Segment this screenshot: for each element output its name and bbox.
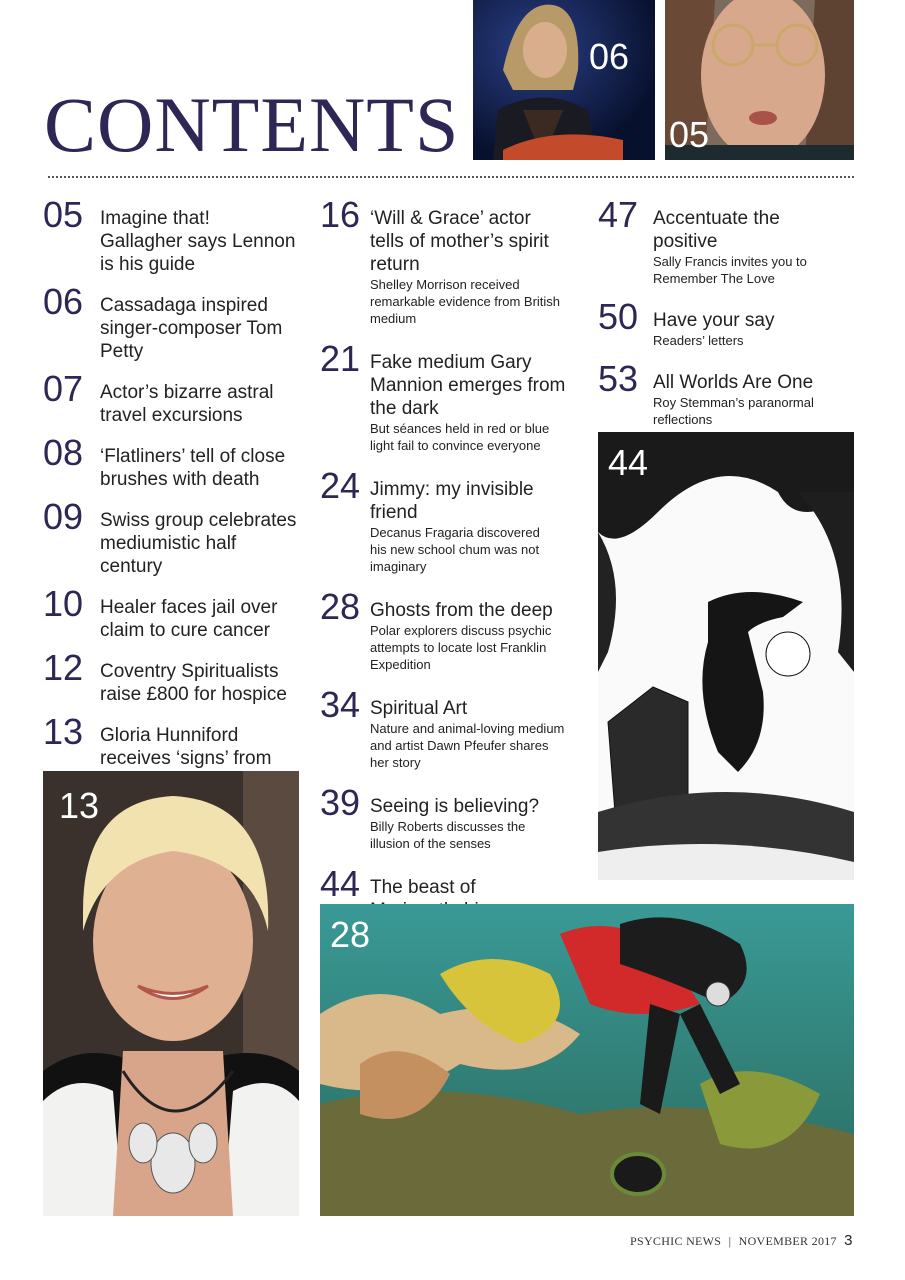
headline-line: tells of mother’s spirit bbox=[370, 231, 549, 252]
headline-line: ‘Will & Grace’ actor bbox=[370, 208, 531, 229]
page-number: 47 bbox=[598, 194, 639, 235]
article-headline bbox=[370, 589, 585, 622]
description-line: light fail to convince everyone bbox=[370, 438, 541, 453]
article-description bbox=[653, 332, 854, 349]
page-number: 09 bbox=[43, 496, 84, 537]
footer-page-number: 3 bbox=[844, 1232, 853, 1249]
article-headline bbox=[100, 197, 303, 276]
page-title: CONTENTS bbox=[44, 81, 460, 168]
gloria-hunniford-image bbox=[43, 771, 299, 1216]
description-line: Decanus Fragaria discovered bbox=[370, 525, 540, 540]
dotted-divider bbox=[48, 176, 854, 178]
contents-entry[interactable] bbox=[43, 194, 303, 276]
contents-column-2 bbox=[320, 194, 585, 970]
page-number: 53 bbox=[598, 358, 639, 399]
headline-line: Gloria Hunniford bbox=[100, 725, 239, 746]
description-line: Billy Roberts discusses the bbox=[370, 819, 526, 834]
contents-entry[interactable] bbox=[320, 782, 585, 852]
article-headline bbox=[370, 197, 585, 276]
headline-line: return bbox=[370, 254, 420, 275]
contents-entry[interactable] bbox=[320, 338, 585, 454]
page-number: 16 bbox=[320, 194, 361, 235]
photo-page-number: 13 bbox=[59, 785, 100, 826]
footer-publication: PSYCHIC NEWS bbox=[630, 1234, 722, 1248]
page-number: 07 bbox=[43, 368, 84, 409]
john-lennon-photo bbox=[665, 0, 854, 160]
headline-line: mediumistic half bbox=[100, 533, 237, 554]
article-headline bbox=[653, 299, 854, 332]
headline-line: Ghosts from the deep bbox=[370, 600, 553, 621]
headline-line: friend bbox=[370, 502, 418, 523]
description-line: illusion of the senses bbox=[370, 836, 491, 851]
page-number: 05 bbox=[43, 194, 84, 235]
description-line: Sally Francis invites you to bbox=[653, 254, 807, 269]
page-number: 34 bbox=[320, 684, 361, 725]
headline-line: Imagine that! bbox=[100, 208, 210, 229]
photo-page-number: 44 bbox=[608, 442, 649, 483]
contents-entry[interactable] bbox=[43, 496, 303, 578]
page-number: 10 bbox=[43, 583, 84, 624]
description-line: But séances held in red or blue bbox=[370, 421, 550, 436]
article-headline bbox=[100, 650, 303, 706]
diver-photo bbox=[320, 904, 854, 1216]
description-line: imaginary bbox=[370, 559, 427, 574]
gloria-hunniford-photo bbox=[43, 771, 299, 1216]
article-description bbox=[370, 524, 585, 575]
headline-line: Cassadaga inspired bbox=[100, 295, 268, 316]
article-headline bbox=[100, 586, 303, 642]
contents-entry[interactable] bbox=[43, 647, 303, 706]
page-number: 28 bbox=[320, 586, 361, 627]
footer-issue: NOVEMBER 2017 bbox=[738, 1234, 837, 1248]
photo-page-number: 28 bbox=[330, 914, 371, 955]
headline-line: raise £800 for hospice bbox=[100, 684, 287, 705]
headline-line: Seeing is believing? bbox=[370, 796, 540, 817]
beast-image bbox=[598, 432, 854, 880]
page-number: 06 bbox=[43, 281, 84, 322]
photo-page-number: 05 bbox=[669, 114, 710, 155]
article-headline bbox=[370, 687, 585, 720]
description-line: Remember The Love bbox=[653, 271, 775, 286]
page-number: 39 bbox=[320, 782, 361, 823]
headline-line: All Worlds Are One bbox=[653, 372, 814, 393]
description-line: his new school chum was not bbox=[370, 542, 540, 557]
headline-line: Accentuate the bbox=[653, 208, 780, 229]
article-headline bbox=[100, 499, 303, 578]
tom-petty-photo bbox=[473, 0, 655, 160]
contents-entry[interactable] bbox=[320, 586, 585, 673]
headline-line: singer-composer Tom bbox=[100, 318, 283, 339]
headline-line: Have your say bbox=[653, 310, 775, 331]
contents-column-3 bbox=[598, 194, 854, 440]
article-description bbox=[653, 253, 854, 287]
headline-line: travel excursions bbox=[100, 405, 243, 426]
headline-line: Actor’s bizarre astral bbox=[100, 382, 274, 403]
headline-line: receives ‘signs’ from bbox=[100, 748, 272, 769]
article-description bbox=[370, 420, 585, 454]
contents-entry[interactable] bbox=[598, 358, 854, 428]
contents-entry[interactable] bbox=[43, 583, 303, 642]
description-line: remarkable evidence from British bbox=[370, 294, 561, 309]
headline-line: Gallagher says Lennon bbox=[100, 231, 296, 252]
contents-entry[interactable] bbox=[43, 432, 303, 491]
tom-petty-image bbox=[473, 0, 655, 160]
footer-separator: | bbox=[728, 1234, 732, 1248]
page-number: 13 bbox=[43, 711, 84, 752]
headline-line: is his guide bbox=[100, 254, 196, 275]
description-line: Expedition bbox=[370, 657, 431, 672]
contents-entry[interactable] bbox=[598, 296, 854, 349]
contents-entry[interactable] bbox=[43, 281, 303, 363]
description-line: Polar explorers discuss psychic bbox=[370, 623, 552, 638]
headline-line: The beast of bbox=[370, 877, 476, 898]
article-description bbox=[653, 394, 854, 428]
headline-line: ‘Flatliners’ tell of close bbox=[100, 446, 286, 467]
article-description bbox=[370, 622, 585, 673]
article-headline bbox=[370, 785, 585, 818]
description-line: reflections bbox=[653, 412, 713, 427]
article-description bbox=[370, 276, 585, 327]
article-headline bbox=[100, 284, 303, 363]
contents-entry[interactable] bbox=[320, 194, 585, 327]
headline-line: Coventry Spiritualists bbox=[100, 661, 279, 682]
page-number: 50 bbox=[598, 296, 639, 337]
headline-line: positive bbox=[653, 231, 718, 252]
description-line: Shelley Morrison received bbox=[370, 277, 520, 292]
diver-image bbox=[320, 904, 854, 1216]
article-description bbox=[370, 720, 585, 771]
page-number: 44 bbox=[320, 863, 361, 904]
headline-line: Fake medium Gary bbox=[370, 352, 532, 373]
page-footer bbox=[630, 1232, 853, 1249]
description-line: her story bbox=[370, 755, 421, 770]
headline-line: Spiritual Art bbox=[370, 698, 468, 719]
photo-page-number: 06 bbox=[589, 36, 630, 77]
page-number: 21 bbox=[320, 338, 361, 379]
description-line: Roy Stemman’s paranormal bbox=[653, 395, 814, 410]
description-line: attempts to locate lost Franklin bbox=[370, 640, 547, 655]
page-number: 24 bbox=[320, 465, 361, 506]
page-number: 08 bbox=[43, 432, 84, 473]
description-line: Nature and animal-loving medium bbox=[370, 721, 565, 736]
headline-line: Jimmy: my invisible bbox=[370, 479, 534, 500]
article-headline bbox=[653, 197, 854, 253]
contents-entry[interactable] bbox=[43, 368, 303, 427]
headline-line: Healer faces jail over bbox=[100, 597, 278, 618]
contents-entry[interactable] bbox=[598, 194, 854, 287]
headline-line: century bbox=[100, 556, 163, 577]
headline-line: Swiss group celebrates bbox=[100, 510, 297, 531]
article-headline bbox=[653, 361, 854, 394]
article-headline bbox=[100, 435, 303, 491]
headline-line: claim to cure cancer bbox=[100, 620, 271, 641]
page-number: 12 bbox=[43, 647, 84, 688]
article-headline bbox=[100, 371, 303, 427]
headline-line: brushes with death bbox=[100, 469, 260, 490]
contents-entry[interactable] bbox=[320, 684, 585, 771]
article-headline bbox=[370, 341, 585, 420]
contents-column-1 bbox=[43, 194, 303, 801]
description-line: and artist Dawn Pfeufer shares bbox=[370, 738, 549, 753]
headline-line: Mannion emerges from bbox=[370, 375, 566, 396]
headline-line: the dark bbox=[370, 398, 439, 419]
beast-illustration bbox=[598, 432, 854, 880]
description-line: Readers’ letters bbox=[653, 333, 744, 348]
article-description bbox=[370, 818, 585, 852]
contents-entry[interactable] bbox=[320, 465, 585, 575]
article-headline bbox=[370, 468, 585, 524]
headline-line: Petty bbox=[100, 341, 144, 362]
description-line: medium bbox=[370, 311, 417, 326]
